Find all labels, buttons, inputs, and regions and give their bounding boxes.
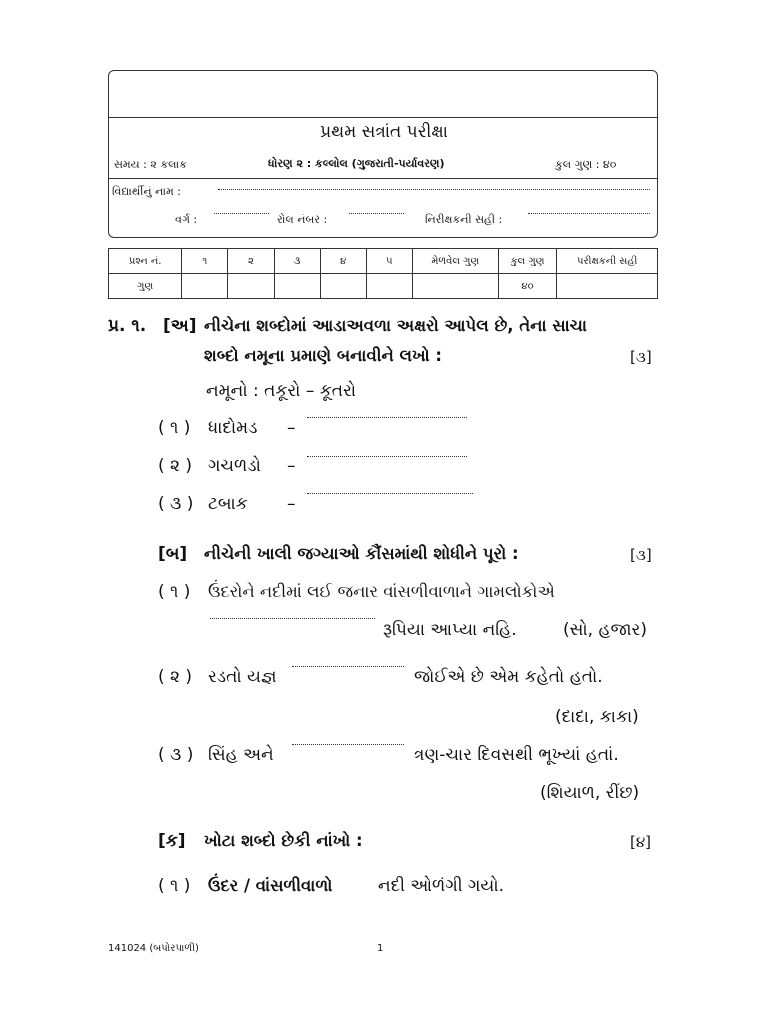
fill-blank-text: જોઈએ છે એમ કહેતો હતો. <box>414 667 603 687</box>
section-c-instruction: ખોટા શબ્દો છેકી નાંખો : <box>204 831 363 850</box>
section-b-instruction: નીચેની ખાલી જગ્યાઓ કૌંસમાંથી શોધીને પૂરો : <box>204 544 519 563</box>
table-header-cell: ૪ <box>320 249 366 274</box>
table-cell[interactable] <box>320 274 366 299</box>
scrambled-word: ટબાક <box>208 494 248 514</box>
header-divider-bottom <box>108 178 658 179</box>
class-subject-label: ધોરણ ૨ : કલ્લોલ (ગુજરાતી-પર્યાવરણ) <box>268 157 445 170</box>
total-marks-label: કુલ ગુણ : ૪૦ <box>555 158 617 171</box>
sample-text: નમૂનો : તકૂરો – કૂતરો <box>206 381 357 401</box>
table-row-label: ગુણ <box>109 274 182 299</box>
dash: – <box>287 456 296 476</box>
page-number: 1 <box>377 943 384 954</box>
section-a-label: [અ] <box>163 316 197 336</box>
answer-blank[interactable] <box>307 456 467 457</box>
dash: – <box>287 418 296 438</box>
paper-code: 141024 (બપોરપાળી) <box>108 943 199 954</box>
time-label: સમય : ૨ કલાક <box>114 158 187 171</box>
table-cell[interactable] <box>274 274 320 299</box>
section-b-marks: [૩] <box>630 546 652 564</box>
table-header-cell: ૨ <box>228 249 274 274</box>
marks-table-header-row <box>109 249 658 274</box>
student-name-label: વિદ્યાર્થીનું નામ : <box>112 185 181 198</box>
table-header-cell: મેળવેલ ગુણ <box>412 249 498 274</box>
item-number: ( ૨ ) <box>158 667 193 687</box>
marks-table <box>108 248 658 299</box>
fill-blank-text: સિંહ અને <box>208 745 274 765</box>
marks-table-row <box>109 274 658 299</box>
table-cell[interactable] <box>557 274 658 299</box>
choice-words[interactable]: ઉંદર / વાંસળીવાળો <box>208 876 333 895</box>
section-c-marks: [૪] <box>630 833 652 851</box>
roll-number-field[interactable] <box>349 213 404 214</box>
section-a-instruction-line1: નીચેના શબ્દોમાં આડાઅવળા અક્ષરો આપેલ છે, તેના સાચા <box>204 316 587 335</box>
dash: – <box>287 494 296 514</box>
answer-blank[interactable] <box>210 618 375 619</box>
table-cell[interactable] <box>366 274 412 299</box>
exam-title: પ્રથમ સત્રાંત પરીક્ષા <box>320 122 448 142</box>
division-field[interactable] <box>214 213 269 214</box>
section-a-instruction-line2: શબ્દો નમૂના પ્રમાણે બનાવીને લખો : <box>204 346 443 365</box>
options-text: (દાદા, કાકા) <box>555 707 639 727</box>
item-number: ( ૧ ) <box>158 418 191 438</box>
table-header-cell: ૧ <box>182 249 228 274</box>
sentence-rest: નદી ઓળંગી ગયો. <box>378 876 504 896</box>
item-number: ( ૧ ) <box>158 876 191 896</box>
header-divider-top <box>108 117 658 118</box>
table-cell[interactable] <box>182 274 228 299</box>
fill-blank-text: રડતો યજ્ઞ <box>208 667 277 687</box>
roll-number-label: રોલ નંબર : <box>277 213 328 226</box>
fill-blank-text: ત્રણ-ચાર દિવસથી ભૂખ્યાં હતાં. <box>414 745 619 765</box>
answer-blank[interactable] <box>292 666 404 667</box>
table-cell[interactable] <box>412 274 498 299</box>
answer-blank[interactable] <box>307 493 473 494</box>
table-header-cell: ૫ <box>366 249 412 274</box>
scrambled-word: ધાદોમડ <box>208 418 258 438</box>
table-header-cell: પરીક્ષકની સહી <box>557 249 658 274</box>
answer-blank[interactable] <box>307 417 467 418</box>
table-header-cell: પ્રશ્ન નં. <box>109 249 182 274</box>
answer-blank[interactable] <box>292 744 404 745</box>
item-number: ( ૧ ) <box>158 582 191 602</box>
section-a-marks: [૩] <box>630 348 652 366</box>
question-number: પ્ર. ૧. <box>108 316 147 336</box>
item-number: ( ૨ ) <box>158 456 193 476</box>
item-number: ( ૩ ) <box>158 745 194 765</box>
fill-blank-text: રૂપિયા આપ્યા નહિ. <box>383 620 517 640</box>
student-name-field[interactable] <box>218 189 650 190</box>
division-label: વર્ગ : <box>175 213 198 226</box>
invigilator-sign-label: નિરીક્ષકની સહી : <box>425 213 503 226</box>
table-header-cell: કુલ ગુણ <box>498 249 557 274</box>
scrambled-word: ગચળડો <box>208 456 261 476</box>
table-cell[interactable] <box>228 274 274 299</box>
section-b-label: [બ] <box>158 544 188 564</box>
section-c-label: [ક] <box>158 831 186 851</box>
table-total-cell: ૪૦ <box>498 274 557 299</box>
item-number: ( ૩ ) <box>158 494 194 514</box>
options-text: (શિયાળ, રીંછ) <box>540 783 640 803</box>
fill-blank-text: ઉંદરોને નદીમાં લઈ જનાર વાંસળીવાળાને ગામલોકોએ <box>208 582 555 601</box>
table-header-cell: ૩ <box>274 249 320 274</box>
options-text: (સો, હજાર) <box>563 620 647 640</box>
invigilator-sign-field[interactable] <box>528 213 650 214</box>
